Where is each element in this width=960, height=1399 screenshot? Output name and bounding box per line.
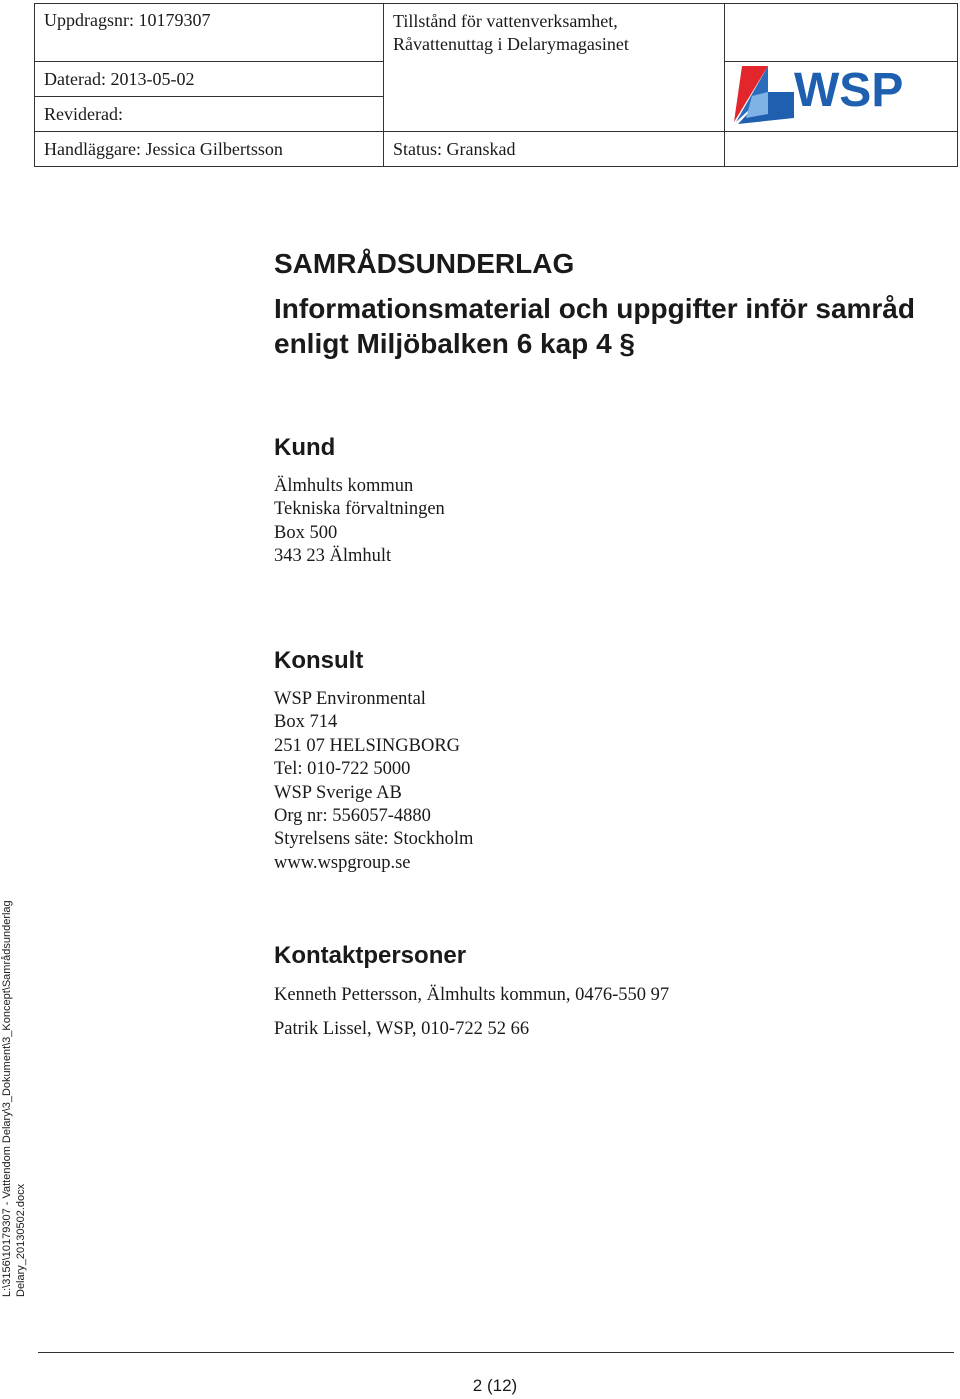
revised-field: Reviderad: [44, 104, 123, 124]
header-divider [35, 61, 383, 62]
address-line: Box 714 [274, 712, 338, 733]
address-line: Box 500 [274, 522, 338, 543]
header-divider [35, 131, 957, 132]
case-officer-field: Handläggare: Jessica Gilbertsson [44, 139, 283, 159]
contact-person: Kenneth Pettersson, Älmhults kommun, 0476-550 97 [274, 985, 670, 1005]
project-title-line2: Råvattenuttag i Delarymagasinet [393, 34, 629, 54]
header-divider [724, 4, 725, 166]
document-subtitle-line1: Informationsmaterial och uppgifter inför samråd [274, 293, 915, 324]
address-line: Tekniska förvaltningen [274, 499, 445, 520]
header-divider [35, 96, 383, 97]
address-line: 343 23 Älmhult [274, 546, 392, 567]
file-path-line1: L:\3156\10179307 - Vattendom Delary\3_Dokument\3_Koncept\Samrådsunderlag [1, 900, 13, 1297]
address-line: Tel: 010-722 5000 [274, 759, 411, 780]
header-divider [383, 4, 384, 166]
kund-address [274, 475, 445, 569]
assignment-number: Uppdragsnr: 10179307 [44, 10, 211, 30]
website-link[interactable]: www.wspgroup.se [274, 852, 411, 873]
address-line: WSP Environmental [274, 689, 426, 709]
konsult-address [274, 688, 473, 875]
date-field: Daterad: 2013-05-02 [44, 69, 195, 89]
file-path [0, 877, 30, 1297]
logo-text: WSP [794, 64, 904, 117]
document-title: SAMRÅDSUNDERLAG [274, 248, 575, 279]
file-path-line2: Delary_20130502.docx [15, 1183, 27, 1297]
document-subtitle-line2: enligt Miljöbalken 6 kap 4 § [274, 328, 635, 359]
status-field: Status: Granskad [393, 139, 516, 159]
address-line: Älmhults kommun [274, 476, 414, 496]
address-line: WSP Sverige AB [274, 782, 402, 803]
address-line: Org nr: 556057-4880 [274, 805, 431, 826]
section-heading-kontaktpersoner: Kontaktpersoner [274, 942, 467, 969]
page-number: 2 (12) [472, 1376, 518, 1395]
wsp-logo [732, 62, 922, 124]
project-title-line1: Tillstånd för vattenverksamhet, [393, 11, 618, 31]
contact-person: Patrik Lissel, WSP, 010-722 52 66 [274, 1019, 530, 1039]
address-line: 251 07 HELSINGBORG [274, 735, 461, 756]
footer-divider [38, 1352, 954, 1353]
section-heading-konsult: Konsult [274, 647, 364, 674]
section-heading-kund: Kund [274, 434, 336, 461]
address-line: Styrelsens säte: Stockholm [274, 829, 474, 850]
